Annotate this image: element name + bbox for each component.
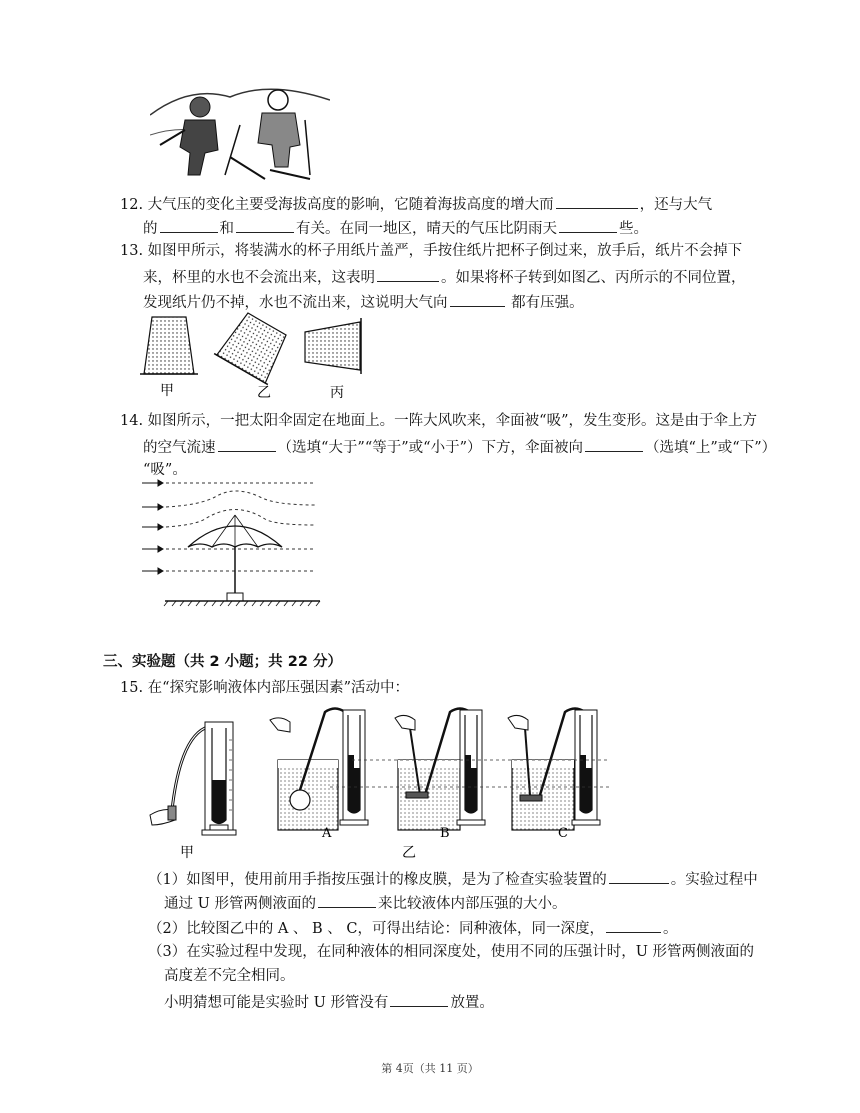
q13-line3: [143, 291, 584, 313]
apparatus-b: [395, 709, 485, 831]
fig-label-a: A: [322, 826, 332, 841]
q15-blank-2[interactable]: [318, 892, 376, 908]
q12-blank-3[interactable]: [236, 217, 294, 233]
q14-text-1: 14. 如图所示，一把太阳伞固定在地面上。一阵大风吹来，伞面被“吸”，发生变形。这是由于伞上方: [120, 413, 757, 429]
umbrella-figure: [140, 475, 330, 610]
fig-label-b: B: [440, 826, 450, 841]
fig-label-c: C: [558, 826, 568, 841]
q15-p2-line1: [148, 917, 678, 939]
u-tube-figure: [140, 700, 620, 862]
q12-text-2: ，还与大气: [639, 197, 713, 213]
q12-text-6: 些。: [619, 221, 648, 237]
apparatus-c: [508, 709, 600, 831]
apparatus-jia: [150, 722, 236, 835]
q15-p3-text-2: 高度差不完全相同。: [164, 968, 295, 984]
q15-p3-line2: [164, 966, 295, 986]
skiers-illustration: [150, 75, 330, 180]
q15-intro: [120, 678, 409, 698]
q14-text-5: “吸”。: [143, 462, 187, 478]
q15-blank-1[interactable]: [609, 868, 669, 884]
q13-blank-2[interactable]: [450, 291, 505, 307]
q14-text-3: （选填“大于”“等于”或“小于”）下方，伞面被向: [277, 440, 583, 456]
q12-line2: [143, 217, 648, 239]
q15-p2-text-2: 。: [663, 921, 678, 937]
apparatus-a: [270, 709, 368, 831]
q13-line2: [143, 266, 746, 288]
q12-line1: [120, 193, 712, 215]
q12-text-3: 的: [143, 221, 158, 237]
q13-text-5: 都有压强。: [506, 295, 584, 311]
q13-text-2: 来，杯里的水也不会流出来，这表明: [143, 270, 375, 286]
q12-blank-2[interactable]: [160, 217, 218, 233]
cup-label-yi: 乙: [257, 385, 271, 401]
q12-blank-1[interactable]: [556, 193, 638, 209]
cup-label-jia: 甲: [160, 383, 174, 399]
q15-p3-line3: [164, 991, 494, 1013]
q15-intro-text: 15. 在“探究影响液体内部压强因素”活动中：: [120, 680, 409, 696]
q15-p3-text-4: 放置。: [450, 995, 494, 1011]
cup-label-bing: 丙: [330, 385, 344, 401]
q15-p1-line1: [148, 868, 758, 890]
q14-line1: [120, 411, 757, 431]
page-footer: 第 4页（共 11 页）: [381, 1062, 479, 1075]
q14-line2: [143, 436, 776, 458]
q15-blank-4[interactable]: [390, 991, 448, 1007]
q13-line1: [120, 241, 742, 261]
q15-p2-text-1: （2）比较图乙中的 A 、 B 、 C，可得出结论：同种液体，同一深度，: [148, 921, 604, 937]
q12-blank-4[interactable]: [559, 217, 617, 233]
q12-text-4: 和: [219, 221, 234, 237]
q13-text-4: 发现纸片仍不掉，水也不流出来，这说明大气向: [143, 295, 448, 311]
section3-title: 三、实验题（共 2 小题；共 22 分）: [103, 654, 342, 670]
q15-blank-3[interactable]: [606, 917, 661, 933]
q12-text-5: 有关。在同一地区，晴天的气压比阴雨天: [296, 221, 557, 237]
q15-p3-text-3: 小明猜想可能是实验时 U 形管没有: [164, 995, 389, 1011]
q13-text-3: 。如果将杯子转到如图乙、丙所示的不同位置，: [441, 270, 746, 286]
q15-p3-line1: [148, 942, 754, 962]
q15-p1-text-1: （1）如图甲，使用前用手指按压强计的橡皮膜，是为了检查实验装置的: [148, 872, 607, 888]
cups-figure: [140, 312, 370, 402]
q14-text-4: （选填“上”或“下”）: [644, 440, 777, 456]
q14-blank-2[interactable]: [585, 436, 643, 452]
q12-text-1: 12. 大气压的变化主要受海拔高度的影响，它随着海拔高度的增大而: [120, 197, 554, 213]
q15-p1-text-4: 来比较液体内部压强的大小。: [377, 896, 567, 912]
q14-text-2: 的空气流速: [143, 440, 216, 456]
q15-p1-text-2: 。实验过程中: [670, 872, 758, 888]
q14-blank-1[interactable]: [218, 436, 276, 452]
q15-p1-line2: [164, 892, 566, 914]
q13-blank-1[interactable]: [377, 266, 439, 282]
q15-p3-text-1: （3）在实验过程中发现，在同种液体的相同深度处，使用不同的压强计时，U 形管两侧液面的: [148, 944, 755, 960]
q13-text-1: 13. 如图甲所示，将装满水的杯子用纸片盖严，手按住纸片把杯子倒过来，放手后，纸片不会掉下: [120, 243, 743, 259]
fig-label-jia: 甲: [180, 845, 194, 861]
fig-label-yi: 乙: [402, 845, 416, 861]
q15-p1-text-3: 通过 U 形管两侧液面的: [164, 896, 316, 912]
